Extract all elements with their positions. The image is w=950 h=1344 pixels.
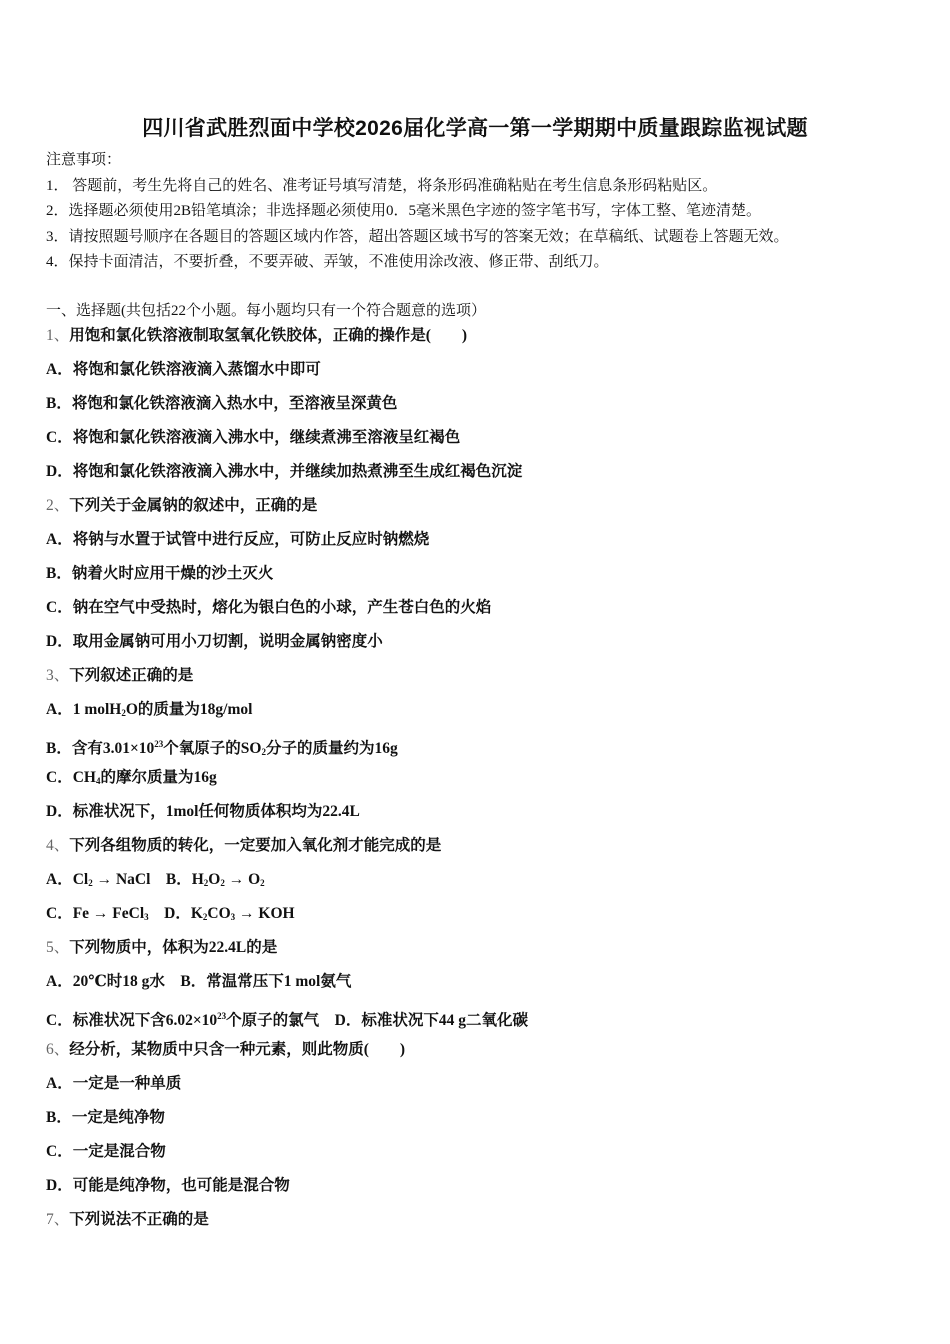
option-line	[46, 693, 528, 727]
line-text: 下列物质中，体积为22.4L的是	[69, 939, 278, 956]
question-number: 6、	[46, 1041, 70, 1058]
line-text: → NaCl B．H	[92, 871, 204, 888]
line-text: O的质量为18g/mol	[125, 701, 253, 718]
subscript: 4	[95, 776, 101, 786]
line-text: 经分析，某物质中只含一种元素，则此物质( )	[69, 1041, 406, 1058]
option-line	[46, 557, 528, 591]
line-text: B．钠着火时应用干燥的沙土灭火	[46, 565, 274, 582]
question-number: 3、	[46, 667, 70, 684]
option-line	[46, 523, 528, 557]
line-text: 个原子的氯气 D．标准状况下44 g二氧化碳	[226, 1012, 528, 1029]
line-text: D．可能是纯净物，也可能是混合物	[46, 1177, 290, 1194]
supscript: 23	[217, 1011, 227, 1021]
line-text: A．将饱和氯化铁溶液滴入蒸馏水中即可	[46, 361, 321, 378]
line-text: D．标准状况下，1mol任何物质体积均为22.4L	[46, 803, 360, 820]
question-line	[46, 319, 528, 353]
option-line	[46, 387, 528, 421]
question-number: 4、	[46, 837, 70, 854]
line-text: 个氧原子的SO	[163, 740, 262, 757]
line-text: → O	[224, 871, 261, 888]
document-title: 四川省武胜烈面中学校2026届化学高一第一学期期中质量跟踪监视试题	[142, 117, 808, 140]
subscript: 2	[261, 747, 266, 757]
line-text: CO	[207, 905, 231, 922]
line-text: B．将饱和氯化铁溶液滴入热水中，至溶液呈深黄色	[46, 395, 398, 412]
option-line	[46, 421, 528, 455]
section-heading: 一、选择题(共包括22个小题。每小题均只有一个符合题意的选项）	[46, 303, 486, 319]
option-line	[46, 1169, 528, 1203]
line-text: C．钠在空气中受热时，熔化为银白色的小球，产生苍白色的火焰	[46, 599, 492, 616]
option-line	[46, 1101, 528, 1135]
option-line	[46, 1067, 528, 1101]
note-item: 4．保持卡面清洁，不要折叠，不要弄破、弄皱，不准使用涂改液、修正带、刮纸刀。	[46, 254, 609, 270]
line-text: A．20℃时18 g水 B．常温常压下1 mol氨气	[46, 973, 352, 990]
line-text: B．含有3.01×10	[46, 740, 155, 757]
line-text: C．将饱和氯化铁溶液滴入沸水中，继续煮沸至溶液呈红褐色	[46, 429, 461, 446]
line-text: B．一定是纯净物	[46, 1109, 165, 1126]
questions-list	[46, 319, 528, 1237]
line-text: 分子的质量约为16g	[265, 740, 398, 757]
line-text: C．CH	[46, 769, 96, 786]
option-line	[46, 1135, 528, 1169]
line-text: C．Fe → FeCl	[46, 905, 145, 922]
line-text: C．一定是混合物	[46, 1143, 166, 1160]
subscript: 3	[230, 912, 236, 922]
question-number: 5、	[46, 939, 70, 956]
line-text: 下列关于金属钠的叙述中，正确的是	[69, 497, 318, 514]
line-text: D．将饱和氯化铁溶液滴入沸水中，并继续加热煮沸至生成红褐色沉淀	[46, 463, 523, 480]
note-item: 2．选择题必须使用2B铅笔填涂；非选择题必须使用0．5毫米黑色字迹的签字笔书写，字体工整、笔迹清楚。	[46, 203, 762, 219]
line-text: 下列说法不正确的是	[69, 1211, 209, 1228]
question-line	[46, 931, 528, 965]
option-line	[46, 897, 528, 931]
line-text: D．取用金属钠可用小刀切割，说明金属钠密度小	[46, 633, 383, 650]
question-number: 2、	[46, 497, 70, 514]
line-text: A．将钠与水置于试管中进行反应，可防止反应时钠燃烧	[46, 531, 430, 548]
option-line	[46, 965, 528, 999]
question-line	[46, 489, 528, 523]
line-text: A．Cl	[46, 871, 89, 888]
option-line	[46, 999, 528, 1033]
line-text: A．1 molH	[46, 701, 122, 718]
line-text: 下列各组物质的转化，一定要加入氧化剂才能完成的是	[69, 837, 442, 854]
note-item: 1． 答题前，考生先将自己的姓名、准考证号填写清楚，将条形码准确粘贴在考生信息条形码粘贴区。	[46, 177, 718, 194]
question-number: 7、	[46, 1211, 70, 1228]
subscript: 2	[121, 708, 126, 718]
subscript: 2	[202, 912, 208, 922]
supscript: 23	[154, 739, 164, 749]
question-number: 1、	[46, 327, 70, 344]
option-line	[46, 455, 528, 489]
subscript: 2	[88, 878, 93, 888]
option-line	[46, 727, 528, 761]
line-text: A．一定是一种单质	[46, 1075, 182, 1092]
question-line	[46, 829, 528, 863]
option-line	[46, 353, 528, 387]
subscript: 2	[203, 878, 209, 888]
subscript: 2	[220, 878, 225, 888]
note-item: 3．请按照题号顺序在各题目的答题区域内作答，超出答题区域书写的答案无效；在草稿纸、试题卷上答题无效。	[46, 228, 789, 245]
question-line	[46, 1033, 528, 1067]
line-text: 的摩尔质量为16g	[100, 769, 217, 786]
notes-heading: 注意事项：	[46, 152, 122, 168]
option-line	[46, 625, 528, 659]
option-line	[46, 591, 528, 625]
option-line	[46, 863, 528, 897]
subscript: 2	[260, 878, 265, 888]
line-text: D．K	[148, 905, 203, 922]
subscript: 3	[144, 912, 149, 922]
notes-block	[46, 148, 789, 276]
line-text: C．标准状况下含6.02×10	[46, 1012, 218, 1029]
question-line	[46, 659, 528, 693]
line-text: 下列叙述正确的是	[69, 667, 194, 684]
question-line	[46, 1203, 528, 1237]
line-text: → KOH	[235, 905, 295, 922]
option-line	[46, 795, 528, 829]
line-text: O	[208, 871, 221, 888]
line-text: 用饱和氯化铁溶液制取氢氧化铁胶体，正确的操作是( )	[69, 327, 468, 344]
option-line	[46, 761, 528, 795]
